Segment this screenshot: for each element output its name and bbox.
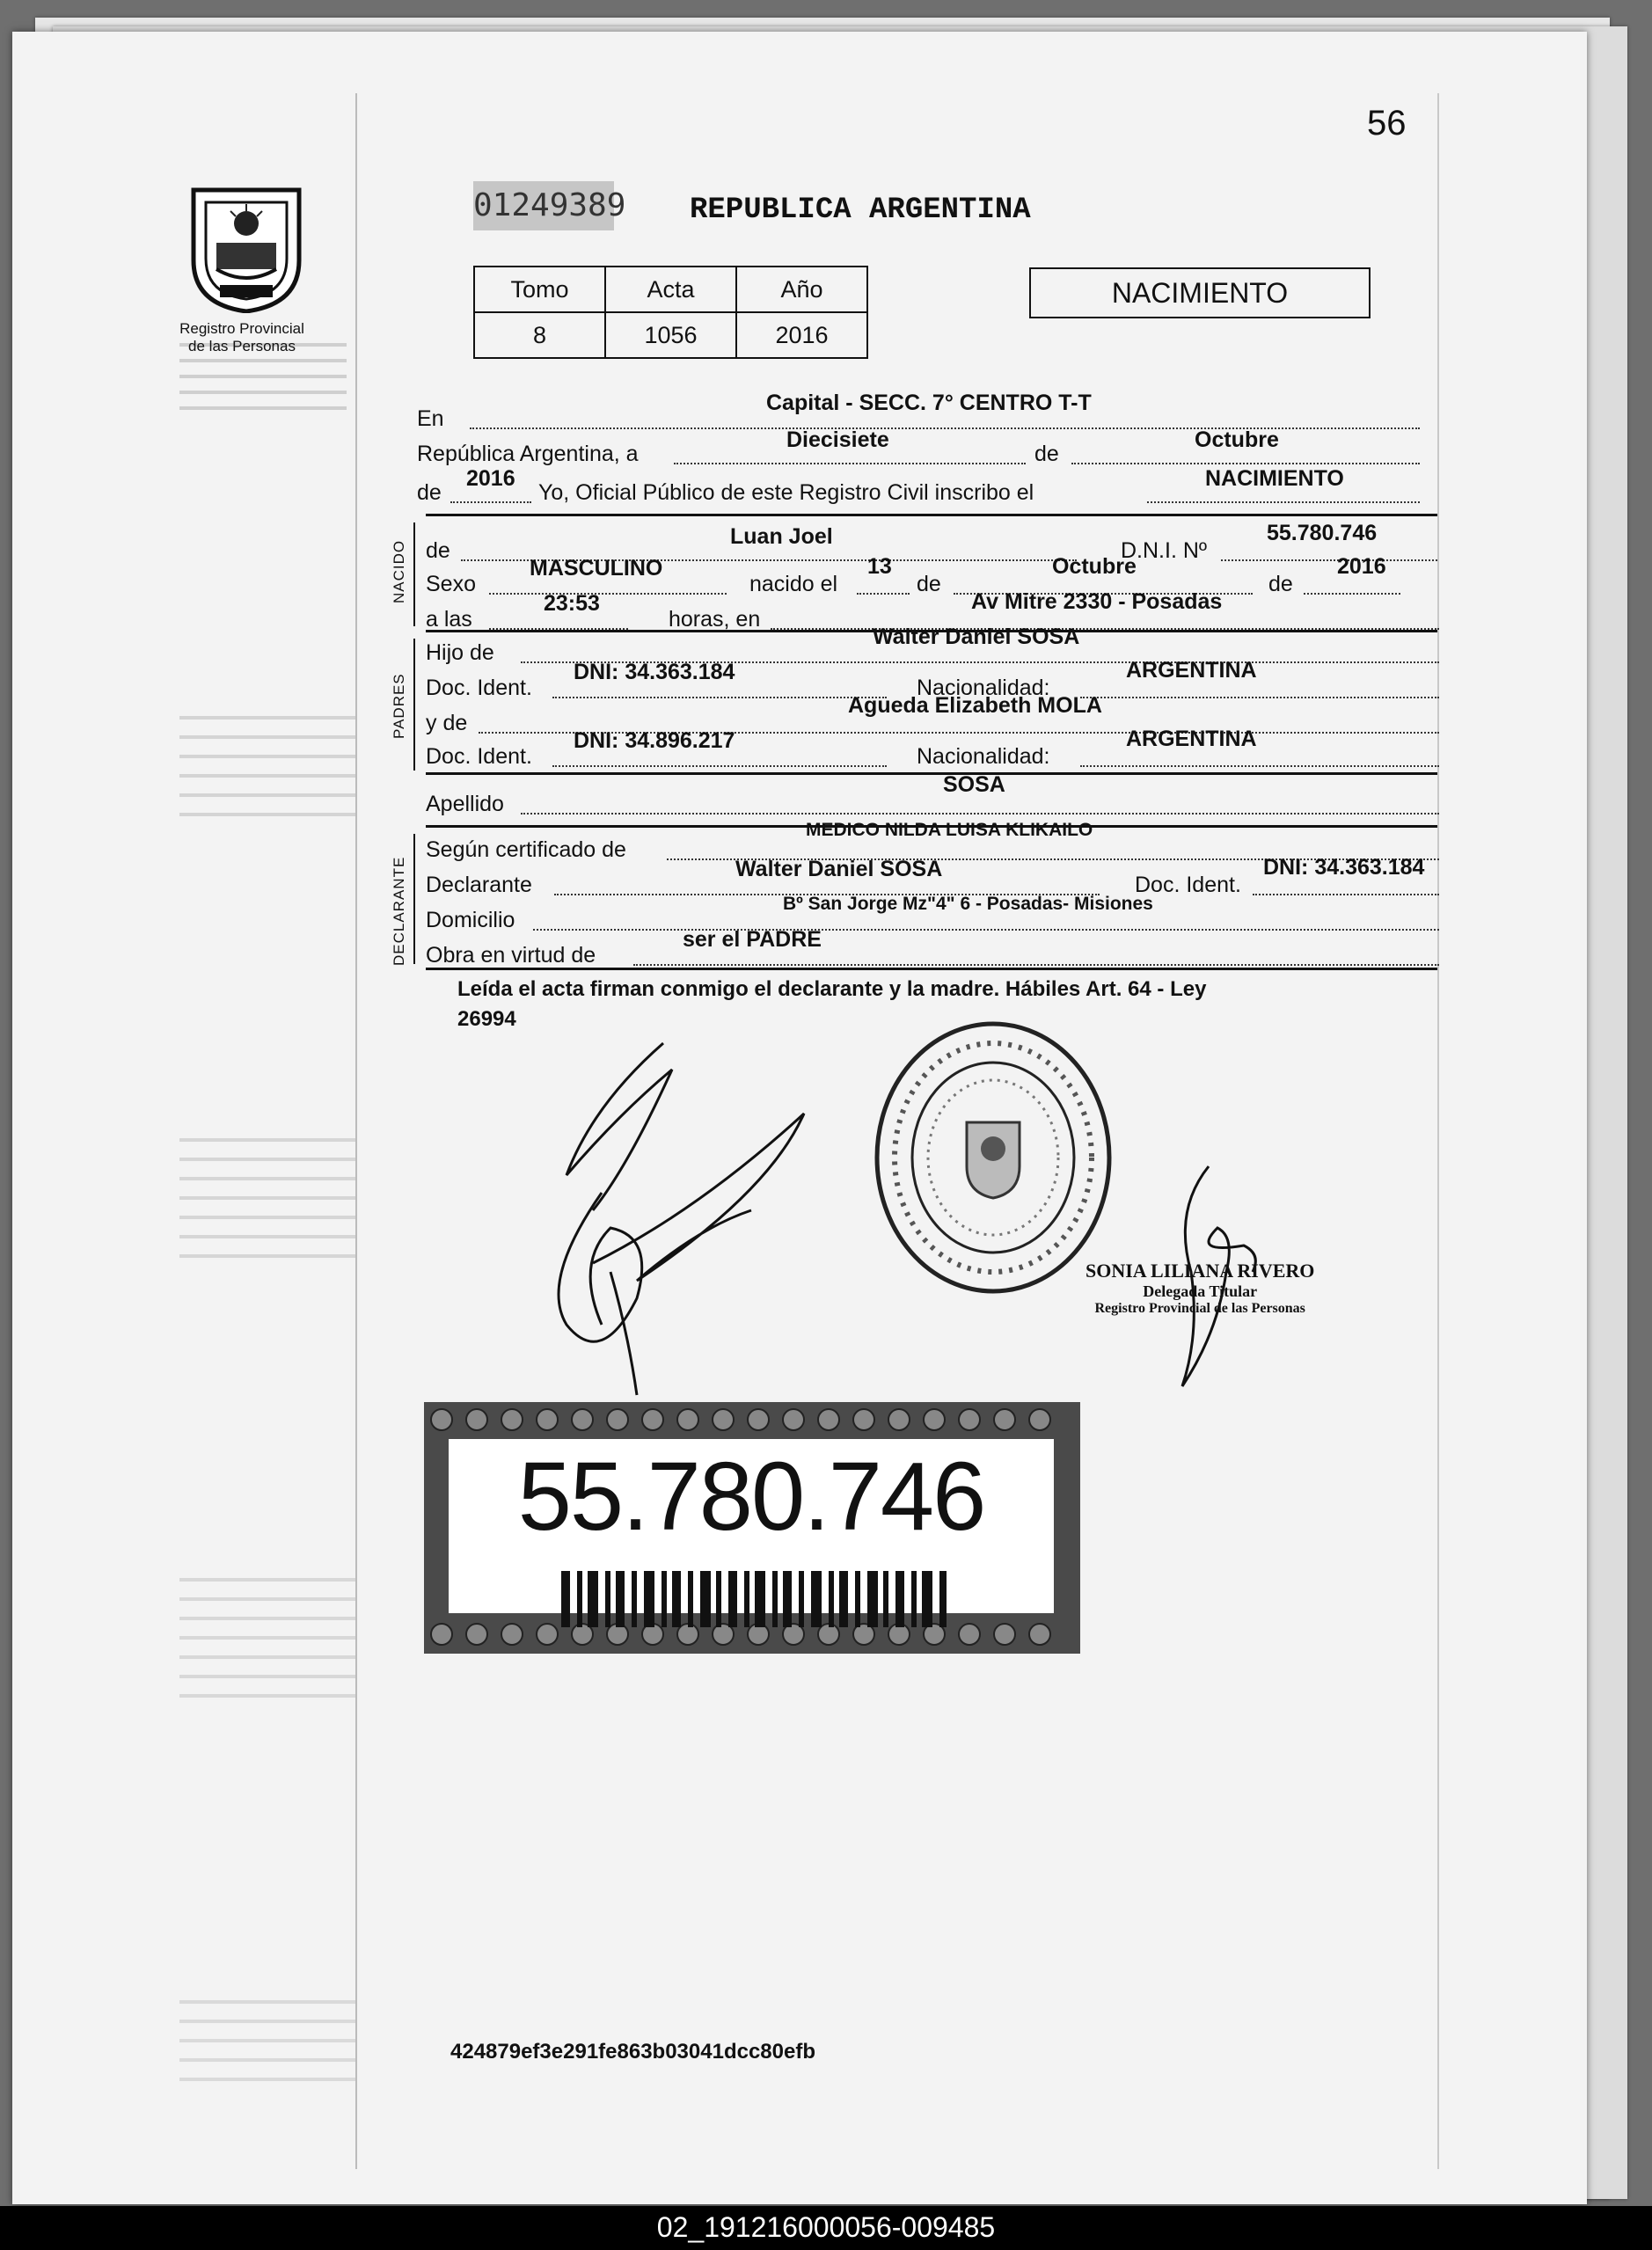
mother-doc: DNI: 34.896.217 — [574, 728, 735, 753]
birth-certificate-page — [12, 32, 1587, 2204]
de-label: de — [917, 572, 941, 596]
reference-header-ano: Año — [736, 267, 867, 312]
horas-en-label: horas, en — [669, 607, 761, 632]
declarant-relation: ser el PADRE — [683, 927, 822, 952]
id-number-barcode-label — [424, 1402, 1080, 1654]
dotted-line — [1080, 763, 1439, 767]
dotted-line — [857, 591, 910, 595]
dni-label: D.N.I. Nº — [1121, 538, 1208, 563]
dotted-line — [552, 763, 887, 767]
dotted-line — [1253, 892, 1439, 895]
dotted-line — [1147, 500, 1420, 503]
section-rule — [413, 639, 415, 771]
nacido-section-label: NACIDO — [391, 539, 407, 603]
dotted-line — [450, 500, 531, 503]
reference-header-acta: Acta — [605, 267, 736, 312]
year-de-label: de — [417, 480, 442, 505]
certificate-issuer: MEDICO NILDA LUISA KLIKAILO — [806, 820, 1093, 840]
barcode-icon — [561, 1571, 948, 1627]
child-dni: 55.780.746 — [1267, 521, 1378, 545]
act-day: Diecisiete — [786, 427, 889, 452]
de-label: de — [1034, 442, 1059, 466]
dotted-line — [533, 927, 1439, 931]
emblem-caption — [176, 320, 308, 355]
segun-certificado-label: Según certificado de — [426, 837, 626, 862]
a-las-label: a las — [426, 607, 472, 632]
record-type-box: NACIMIENTO — [1029, 267, 1371, 318]
birth-year: 2016 — [1337, 554, 1386, 579]
mother-name: Agueda Elizabeth MOLA — [848, 693, 1102, 718]
show-through-marks — [179, 1984, 355, 2090]
child-name: Luan Joel — [730, 524, 833, 549]
provincia-de-misiones-seal-icon — [185, 181, 308, 318]
reference-value-row — [474, 312, 867, 358]
doc-ident-label: Doc. Ident. — [426, 676, 532, 700]
reference-header-tomo: Tomo — [474, 267, 605, 312]
declarant-name: Walter Daniel SOSA — [735, 857, 943, 881]
child-sex: MASCULINO — [530, 556, 663, 581]
emblem-caption-line: Registro Provincial — [179, 320, 304, 337]
y-de-label: y de — [426, 711, 468, 735]
show-through-marks — [179, 700, 355, 832]
de-label: de — [1268, 572, 1293, 596]
father-nationality: ARGENTINA — [1126, 658, 1257, 683]
section-divider — [426, 968, 1437, 970]
act-year: 2016 — [466, 466, 515, 491]
section-rule — [413, 522, 415, 626]
en-label: En — [417, 406, 444, 431]
reference-value-acta: 1056 — [605, 312, 736, 358]
nacido-el-label: nacido el — [749, 572, 838, 596]
page-number: 56 — [1367, 104, 1407, 142]
reference-table — [473, 266, 868, 359]
act-event: NACIMIENTO — [1205, 466, 1344, 491]
registry-round-seal-icon — [870, 1017, 1116, 1303]
domicilio-label: Domicilio — [426, 908, 515, 932]
section-rule — [413, 834, 415, 964]
hijo-de-label: Hijo de — [426, 640, 494, 665]
birth-month: Octubre — [1052, 554, 1137, 579]
file-caption: 02_191216000056-009485 — [0, 2206, 1652, 2250]
republica-label: República Argentina, a — [417, 442, 639, 466]
dotted-line — [521, 811, 1439, 815]
officer-text: Yo, Oficial Público de este Registro Civil inscribo el — [538, 480, 1034, 505]
emblem-caption-line: de las Personas — [188, 338, 296, 354]
father-doc: DNI: 34.363.184 — [574, 660, 735, 684]
nacionalidad-label: Nacionalidad: — [917, 676, 1050, 700]
dotted-line — [1304, 591, 1400, 595]
declarante-label: Declarante — [426, 873, 532, 897]
closing-line: 26994 — [457, 1007, 516, 1031]
declarant-doc: DNI: 34.363.184 — [1263, 855, 1425, 880]
reference-value-tomo: 8 — [474, 312, 605, 358]
reference-header-row — [474, 267, 867, 312]
dotted-line — [1221, 558, 1437, 561]
declarant-signature — [540, 1034, 822, 1404]
de-label: de — [426, 538, 450, 563]
father-name: Walter Daniel SOSA — [873, 625, 1080, 649]
show-through-marks — [179, 1562, 355, 1703]
dotted-line — [489, 591, 727, 595]
serial-number: 01249389 — [473, 181, 614, 230]
sexo-label: Sexo — [426, 572, 476, 596]
registrar-name: SONIA LILIANA RIVERO — [1085, 1260, 1315, 1282]
nacionalidad-label: Nacionalidad: — [917, 744, 1050, 769]
registrar-role: Delegada Titular — [1143, 1282, 1258, 1300]
birth-day: 13 — [867, 554, 892, 579]
dotted-line — [1071, 461, 1420, 464]
document-hash: 424879ef3e291fe863b03041dcc80efb — [450, 2040, 815, 2064]
mother-nationality: ARGENTINA — [1126, 727, 1257, 751]
apellido-label: Apellido — [426, 792, 504, 816]
doc-ident-label: Doc. Ident. — [1135, 873, 1241, 897]
barcode-label-face — [449, 1439, 1054, 1613]
doc-ident-label: Doc. Ident. — [426, 744, 532, 769]
reference-value-ano: 2016 — [736, 312, 867, 358]
act-place: Capital - SECC. 7° CENTRO T-T — [766, 391, 1092, 415]
dotted-line — [1080, 695, 1439, 698]
closing-line: Leída el acta firman conmigo el declarante y la madre. Hábiles Art. 64 - Ley — [457, 977, 1207, 1001]
birth-place: Av Mitre 2330 - Posadas — [971, 589, 1223, 614]
padres-section-label: PADRES — [391, 673, 407, 739]
registrar-block — [1085, 1260, 1314, 1317]
section-divider — [426, 514, 1437, 516]
dotted-line — [552, 695, 887, 698]
birth-time: 23:53 — [544, 591, 600, 616]
barcode-number: 55.780.746 — [517, 1443, 985, 1551]
show-through-marks — [179, 1122, 355, 1272]
dotted-line — [674, 461, 1026, 464]
surname: SOSA — [943, 772, 1005, 797]
document-heading: REPUBLICA ARGENTINA — [690, 194, 1031, 227]
margin-line — [355, 93, 357, 2169]
declarante-section-label: DECLARANTE — [391, 856, 407, 966]
obra-en-virtud-label: Obra en virtud de — [426, 943, 596, 968]
margin-line — [1437, 93, 1439, 2169]
registrar-office: Registro Provincial de las Personas — [1094, 1301, 1305, 1316]
declarant-address: Bº San Jorge Mz"4" 6 - Posadas- Misiones — [783, 894, 1153, 914]
act-month: Octubre — [1195, 427, 1279, 452]
section-divider — [426, 772, 1437, 775]
dotted-line — [633, 962, 1439, 966]
